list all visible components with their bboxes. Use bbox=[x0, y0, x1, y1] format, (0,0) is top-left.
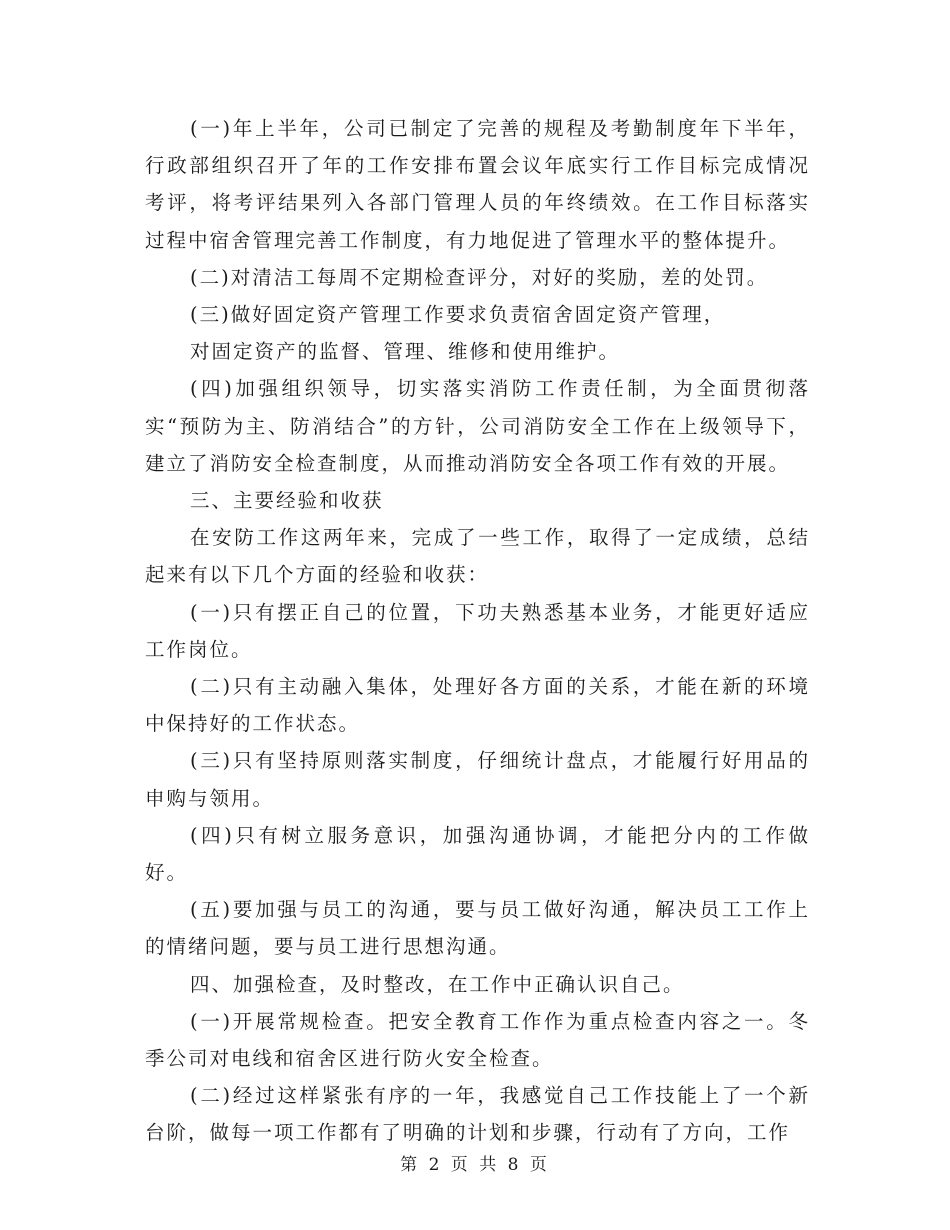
paragraph: (四)只有树立服务意识，加强沟通协调，才能把分内的工作做好。 bbox=[145, 823, 810, 885]
paragraph: (三)做好固定资产管理工作要求负责宿舍固定资产管理， bbox=[190, 303, 726, 327]
section-heading: 三、主要经验和收获 bbox=[190, 489, 384, 513]
paragraph: (二)对清洁工每周不定期检查评分，对好的奖励，差的处罚。 bbox=[190, 265, 769, 289]
paragraph: 在安防工作这两年来，完成了一些工作，取得了一定成绩，总结起来有以下几个方面的经验和收获： bbox=[145, 526, 810, 587]
paragraph: (四)加强组织领导，切实落实消防工作责任制，为全面贯彻落实“预防为主、防消结合”的方针，公司消防安全工作在上级领导下，建立了消防安全检查制度，从而推动消防安全各项工作有效的开展。 bbox=[145, 377, 810, 475]
paragraph: (一)年上半年，公司已制定了完善的规程及考勤制度年下半年，行政部组织召开了年的工作安排布置会议年底实行工作目标完成情况考评，将考评结果列入各部门管理人员的年终绩效。在工作目标落实过程中宿舍管理完善工作制度，有力地促进了管理水平的整体提升。 bbox=[145, 117, 810, 252]
paragraph: (一)只有摆正自己的位置，下功夫熟悉基本业务，才能更好适应工作岗位。 bbox=[145, 600, 810, 661]
paragraph: (一)开展常规检查。把安全教育工作作为重点检查内容之一。冬季公司对电线和宿舍区进行防火安全检查。 bbox=[145, 1009, 810, 1071]
paragraph: (三)只有坚持原则落实制度，仔细统计盘点，才能履行好用品的申购与领用。 bbox=[145, 749, 810, 810]
document-body bbox=[145, 110, 810, 1152]
paragraph: 对固定资产的监督、管理、维修和使用维护。 bbox=[190, 340, 621, 364]
paragraph: (二)经过这样紧张有序的一年，我感觉自己工作技能上了一个新台阶，做每一项工作都有了明确的计划和步骤，行动有了方向，工作 bbox=[145, 1084, 810, 1145]
section-heading: 四、加强检查，及时整改，在工作中正确认识自己。 bbox=[190, 972, 685, 996]
paragraph: (五)要加强与员工的沟通，要与员工做好沟通，解决员工工作上的情绪问题，要与员工进行思想沟通。 bbox=[145, 898, 810, 959]
paragraph: (二)只有主动融入集体，处理好各方面的关系，才能在新的环境中保持好的工作状态。 bbox=[145, 675, 810, 736]
page-number-footer: 第 2 页 共 8 页 bbox=[400, 1155, 550, 1175]
